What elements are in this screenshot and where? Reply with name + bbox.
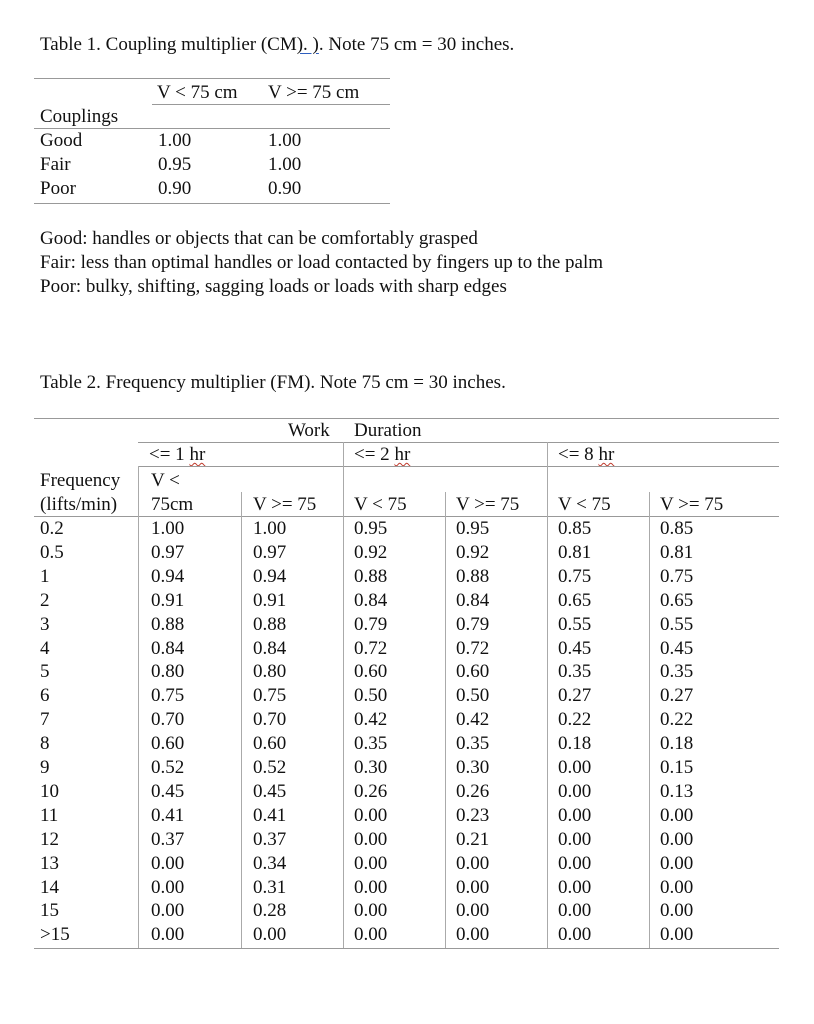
multiplier-cell: 0.18 <box>558 733 592 754</box>
multiplier-cell: 0.26 <box>456 781 490 802</box>
multiplier-cell: 0.95 <box>456 518 490 539</box>
frequency-cell: >15 <box>40 924 70 945</box>
multiplier-cell: 0.22 <box>660 709 694 730</box>
multiplier-cell: 0.75 <box>558 566 592 587</box>
multiplier-cell: 1.00 <box>253 518 287 539</box>
definition-fair: Fair: less than optimal handles or load contacted by fingers up to the palm <box>40 252 604 273</box>
table2-vrule-6 <box>649 492 650 948</box>
multiplier-cell: 0.00 <box>151 853 185 874</box>
multiplier-cell: 0.65 <box>558 590 592 611</box>
multiplier-cell: 0.00 <box>354 805 388 826</box>
multiplier-cell: 0.00 <box>456 877 490 898</box>
table1-caption-prefix: Table 1. Coupling multiplier (CM <box>40 34 297 55</box>
table1-row-group-label: Couplings <box>40 106 119 127</box>
multiplier-cell: 0.92 <box>456 542 490 563</box>
table1-header-rule <box>152 104 390 105</box>
multiplier-cell: 0.97 <box>253 542 287 563</box>
multiplier-cell: 0.92 <box>354 542 388 563</box>
multiplier-cell: 0.00 <box>253 924 287 945</box>
multiplier-cell: 0.35 <box>660 661 694 682</box>
multiplier-cell: 0.80 <box>151 661 185 682</box>
duration-8hr <box>558 444 614 466</box>
multiplier-cell: 0.00 <box>354 900 388 921</box>
table1-group-rule <box>34 128 390 129</box>
table1-cell-v-lt-75: 0.90 <box>158 178 192 199</box>
multiplier-cell: 0.65 <box>660 590 694 611</box>
table1-caption-link[interactable]: ). ) <box>296 34 319 55</box>
table2-super-header-duration: Duration <box>354 420 422 441</box>
multiplier-cell: 0.34 <box>253 853 287 874</box>
table2-vrule-5 <box>547 442 548 948</box>
frequency-cell: 9 <box>40 757 50 778</box>
table2-vrule-2 <box>241 492 242 948</box>
frequency-cell: 14 <box>40 877 59 898</box>
multiplier-cell: 0.00 <box>151 924 185 945</box>
multiplier-cell: 0.00 <box>660 924 694 945</box>
multiplier-cell: 0.84 <box>151 638 185 659</box>
frequency-cell: 12 <box>40 829 59 850</box>
frequency-cell: 5 <box>40 661 50 682</box>
table1-cell-v-lt-75: 0.95 <box>158 154 192 175</box>
multiplier-cell: 0.00 <box>354 829 388 850</box>
col5-header: V < 75 <box>558 494 611 515</box>
multiplier-cell: 0.27 <box>660 685 694 706</box>
multiplier-cell: 0.00 <box>660 853 694 874</box>
multiplier-cell: 0.72 <box>456 638 490 659</box>
definition-good: Good: handles or objects that can be comfortably grasped <box>40 228 478 249</box>
multiplier-cell: 0.45 <box>151 781 185 802</box>
frequency-cell: 1 <box>40 566 50 587</box>
definition-poor: Poor: bulky, shifting, sagging loads or loads with sharp edges <box>40 276 507 297</box>
multiplier-cell: 1.00 <box>151 518 185 539</box>
frequency-header-line2: (lifts/min) <box>40 494 118 515</box>
multiplier-cell: 0.45 <box>253 781 287 802</box>
duration-8hr-unit: hr <box>598 444 615 465</box>
multiplier-cell: 0.30 <box>456 757 490 778</box>
table1-cell-v-ge-75: 0.90 <box>268 178 302 199</box>
multiplier-cell: 0.35 <box>558 661 592 682</box>
multiplier-cell: 0.42 <box>456 709 490 730</box>
frequency-cell: 2 <box>40 590 50 611</box>
table2-header-rule <box>34 516 779 517</box>
multiplier-cell: 0.00 <box>354 877 388 898</box>
table2-caption: Table 2. Frequency multiplier (FM). Note 75 cm = 30 inches. <box>40 372 506 393</box>
duration-2hr-prefix: <= 2 <box>354 444 395 465</box>
frequency-cell: 15 <box>40 900 59 921</box>
table1-caption-suffix: . Note 75 cm = 30 inches. <box>318 34 515 55</box>
multiplier-cell: 0.45 <box>660 638 694 659</box>
multiplier-cell: 0.75 <box>151 685 185 706</box>
multiplier-cell: 0.95 <box>354 518 388 539</box>
frequency-cell: 0.2 <box>40 518 64 539</box>
multiplier-cell: 0.00 <box>660 829 694 850</box>
multiplier-cell: 0.31 <box>253 877 287 898</box>
col3-header: V < 75 <box>354 494 407 515</box>
table1-cell-v-ge-75: 1.00 <box>268 154 302 175</box>
multiplier-cell: 0.23 <box>456 805 490 826</box>
table2-duration-rule <box>138 466 779 467</box>
multiplier-cell: 0.88 <box>253 614 287 635</box>
frequency-cell: 10 <box>40 781 59 802</box>
multiplier-cell: 0.88 <box>151 614 185 635</box>
multiplier-cell: 0.91 <box>151 590 185 611</box>
multiplier-cell: 0.97 <box>151 542 185 563</box>
table1-col-header-v-ge-75: V >= 75 cm <box>268 82 360 103</box>
multiplier-cell: 0.85 <box>660 518 694 539</box>
multiplier-cell: 0.37 <box>253 829 287 850</box>
multiplier-cell: 0.00 <box>660 900 694 921</box>
table1-col-header-v-lt-75: V < 75 cm <box>157 82 238 103</box>
multiplier-cell: 0.88 <box>354 566 388 587</box>
multiplier-cell: 0.52 <box>151 757 185 778</box>
multiplier-cell: 0.00 <box>660 877 694 898</box>
multiplier-cell: 0.75 <box>253 685 287 706</box>
multiplier-cell: 0.26 <box>354 781 388 802</box>
multiplier-cell: 0.81 <box>558 542 592 563</box>
multiplier-cell: 0.94 <box>151 566 185 587</box>
multiplier-cell: 0.00 <box>558 853 592 874</box>
table2-top-rule <box>34 418 779 419</box>
multiplier-cell: 0.79 <box>456 614 490 635</box>
table1-row-label: Good <box>40 130 83 151</box>
multiplier-cell: 0.00 <box>558 877 592 898</box>
frequency-cell: 8 <box>40 733 50 754</box>
multiplier-cell: 0.84 <box>354 590 388 611</box>
frequency-cell: 3 <box>40 614 50 635</box>
col2-header: V >= 75 <box>253 494 317 515</box>
table1-bottom-rule <box>34 203 390 204</box>
multiplier-cell: 0.41 <box>253 805 287 826</box>
frequency-header-line1: Frequency <box>40 470 121 491</box>
multiplier-cell: 0.84 <box>253 638 287 659</box>
multiplier-cell: 0.00 <box>558 781 592 802</box>
multiplier-cell: 0.72 <box>354 638 388 659</box>
frequency-cell: 13 <box>40 853 59 874</box>
table1-row-label: Poor <box>40 178 76 199</box>
frequency-cell: 11 <box>40 805 59 826</box>
frequency-cell: 6 <box>40 685 50 706</box>
frequency-cell: 7 <box>40 709 50 730</box>
table2-vrule-1 <box>138 466 139 948</box>
multiplier-cell: 0.00 <box>456 853 490 874</box>
multiplier-cell: 0.35 <box>456 733 490 754</box>
multiplier-cell: 0.41 <box>151 805 185 826</box>
multiplier-cell: 0.13 <box>660 781 694 802</box>
multiplier-cell: 0.28 <box>253 900 287 921</box>
multiplier-cell: 0.00 <box>558 829 592 850</box>
duration-1hr-prefix: <= 1 <box>149 444 190 465</box>
multiplier-cell: 0.00 <box>558 805 592 826</box>
multiplier-cell: 0.80 <box>253 661 287 682</box>
multiplier-cell: 0.18 <box>660 733 694 754</box>
multiplier-cell: 0.00 <box>456 924 490 945</box>
multiplier-cell: 0.15 <box>660 757 694 778</box>
multiplier-cell: 0.60 <box>151 733 185 754</box>
table1-cell-v-ge-75: 1.00 <box>268 130 302 151</box>
multiplier-cell: 0.50 <box>456 685 490 706</box>
multiplier-cell: 0.55 <box>660 614 694 635</box>
duration-2hr-unit: hr <box>394 444 411 465</box>
multiplier-cell: 0.27 <box>558 685 592 706</box>
frequency-cell: 0.5 <box>40 542 64 563</box>
multiplier-cell: 0.00 <box>660 805 694 826</box>
duration-1hr <box>149 444 205 466</box>
multiplier-cell: 0.84 <box>456 590 490 611</box>
multiplier-cell: 0.30 <box>354 757 388 778</box>
multiplier-cell: 0.94 <box>253 566 287 587</box>
multiplier-cell: 0.00 <box>151 900 185 921</box>
duration-1hr-unit: hr <box>189 444 206 465</box>
multiplier-cell: 0.60 <box>253 733 287 754</box>
multiplier-cell: 0.55 <box>558 614 592 635</box>
multiplier-cell: 0.00 <box>151 877 185 898</box>
multiplier-cell: 0.37 <box>151 829 185 850</box>
frequency-cell: 4 <box>40 638 50 659</box>
multiplier-cell: 0.00 <box>354 924 388 945</box>
multiplier-cell: 0.81 <box>660 542 694 563</box>
table2-super-header-rule <box>138 442 779 443</box>
multiplier-cell: 0.42 <box>354 709 388 730</box>
table1-row-label: Fair <box>40 154 71 175</box>
multiplier-cell: 0.00 <box>456 900 490 921</box>
table2-super-header-work: Work <box>288 420 330 441</box>
table1-top-rule <box>34 78 390 79</box>
multiplier-cell: 0.50 <box>354 685 388 706</box>
multiplier-cell: 0.00 <box>354 853 388 874</box>
multiplier-cell: 0.75 <box>660 566 694 587</box>
multiplier-cell: 0.45 <box>558 638 592 659</box>
multiplier-cell: 0.00 <box>558 900 592 921</box>
col1-header-line2: 75cm <box>151 494 194 515</box>
table1-cell-v-lt-75: 1.00 <box>158 130 192 151</box>
multiplier-cell: 0.00 <box>558 757 592 778</box>
duration-2hr <box>354 444 410 466</box>
table2-bottom-rule <box>34 948 779 949</box>
col6-header: V >= 75 <box>660 494 724 515</box>
multiplier-cell: 0.85 <box>558 518 592 539</box>
multiplier-cell: 0.22 <box>558 709 592 730</box>
multiplier-cell: 0.70 <box>151 709 185 730</box>
multiplier-cell: 0.00 <box>558 924 592 945</box>
multiplier-cell: 0.60 <box>456 661 490 682</box>
multiplier-cell: 0.52 <box>253 757 287 778</box>
multiplier-cell: 0.35 <box>354 733 388 754</box>
col1-header-line1: V < <box>151 470 180 491</box>
multiplier-cell: 0.21 <box>456 829 490 850</box>
col4-header: V >= 75 <box>456 494 520 515</box>
duration-8hr-prefix: <= 8 <box>558 444 599 465</box>
table2-vrule-4 <box>445 492 446 948</box>
multiplier-cell: 0.88 <box>456 566 490 587</box>
table1-caption <box>40 34 514 56</box>
multiplier-cell: 0.91 <box>253 590 287 611</box>
multiplier-cell: 0.79 <box>354 614 388 635</box>
multiplier-cell: 0.60 <box>354 661 388 682</box>
table2-vrule-3 <box>343 442 344 948</box>
multiplier-cell: 0.70 <box>253 709 287 730</box>
